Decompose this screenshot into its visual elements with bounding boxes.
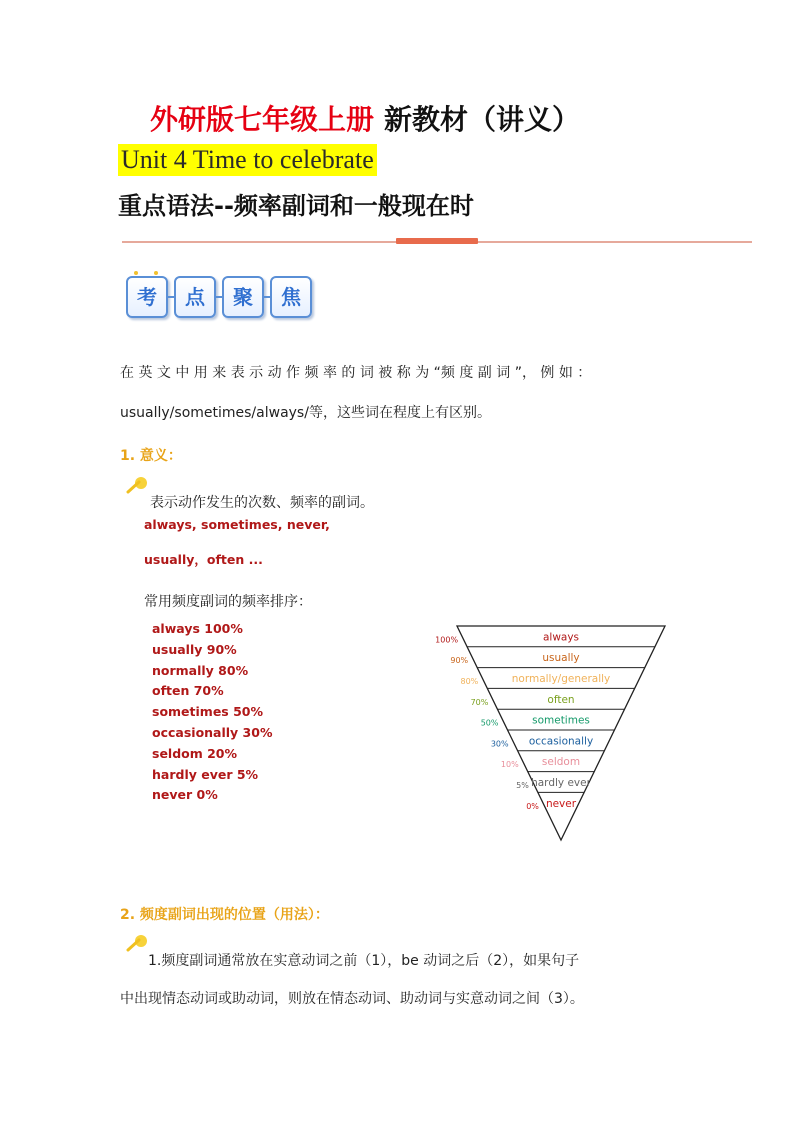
list-item: never 0% xyxy=(152,787,218,803)
lightbulb-icon xyxy=(126,934,148,952)
grammar-subtitle: 重点语法--频率副词和一般现在时 xyxy=(118,192,474,220)
examples-line-2: usually，often ... xyxy=(144,552,263,567)
funnel-level-word: never xyxy=(545,797,577,810)
funnel-level-percent: 100% xyxy=(435,635,459,645)
funnel-level-word: sometimes xyxy=(532,714,590,727)
frequency-funnel-diagram xyxy=(420,620,680,850)
funnel-level-word: normally/generally xyxy=(511,673,611,685)
funnel-level-percent: 50% xyxy=(480,718,499,728)
list-item: often 70% xyxy=(152,683,224,699)
document-title xyxy=(150,98,580,138)
badge-dot xyxy=(154,271,158,275)
section-1-heading: 1. 意义： xyxy=(120,448,182,464)
funnel-level-percent: 70% xyxy=(470,697,489,707)
intro-line-2: usually/sometimes/always/等，这些词在程度上有区别。 xyxy=(120,405,491,421)
badge-char: 焦 xyxy=(270,276,312,318)
list-item: usually 90% xyxy=(152,641,237,657)
examples-line-1: always, sometimes, never, xyxy=(144,517,330,532)
list-item: always 100% xyxy=(152,621,243,636)
section-1-desc: 表示动作发生的次数、频率的副词。 xyxy=(150,495,374,511)
intro-line-1: 在 英 文 中 用 来 表 示 动 作 频 率 的 词 被 称 为 “频 度 副 词 ”， 例 如 ： xyxy=(120,365,592,381)
section-2-heading: 2. 频度副词出现的位置（用法）： xyxy=(120,907,329,923)
funnel-level-word: occasionally xyxy=(528,735,594,748)
list-item: seldom 20% xyxy=(152,745,238,761)
order-label: 常用频度副词的频率排序： xyxy=(144,594,312,610)
badge-dot xyxy=(134,271,138,275)
unit-heading: Unit 4 Time to celebrate xyxy=(118,144,377,176)
funnel-level-word: usually xyxy=(542,652,580,665)
badge-char: 点 xyxy=(174,276,216,318)
funnel-level-word: always xyxy=(542,631,580,644)
frequency-list xyxy=(152,619,272,806)
funnel-level-percent: 30% xyxy=(490,739,509,749)
funnel-level-percent: 90% xyxy=(450,656,469,666)
divider-accent xyxy=(396,238,478,244)
list-item: sometimes 50% xyxy=(152,704,264,720)
badge-char: 聚 xyxy=(222,276,264,318)
funnel-level-percent: 0% xyxy=(526,801,539,811)
section-2-line-1: 1.频度副词通常放在实意动词之前（1），be 动词之后（2），如果句子 xyxy=(148,953,580,969)
section-2-line-2: 中出现情态动词或助动词，则放在情态动词、助动词与实意动词之间（3）。 xyxy=(120,991,584,1007)
title-red-part: 外研版七年级上册 xyxy=(150,103,375,136)
list-item: normally 80% xyxy=(152,662,249,678)
funnel-level-percent: 80% xyxy=(460,677,479,686)
funnel-level-word: hardly ever xyxy=(531,777,591,789)
badge-char: 考 xyxy=(126,276,168,318)
funnel-level-percent: 10% xyxy=(500,760,519,770)
list-item: hardly ever 5% xyxy=(152,766,259,782)
list-item: occasionally 30% xyxy=(152,724,273,740)
lightbulb-icon xyxy=(126,476,148,494)
title-black-part: 新教材（讲义） xyxy=(384,103,581,136)
funnel-level-percent: 5% xyxy=(516,781,529,790)
funnel-level-word: often xyxy=(547,693,575,706)
funnel-level-word: seldom xyxy=(541,756,581,769)
